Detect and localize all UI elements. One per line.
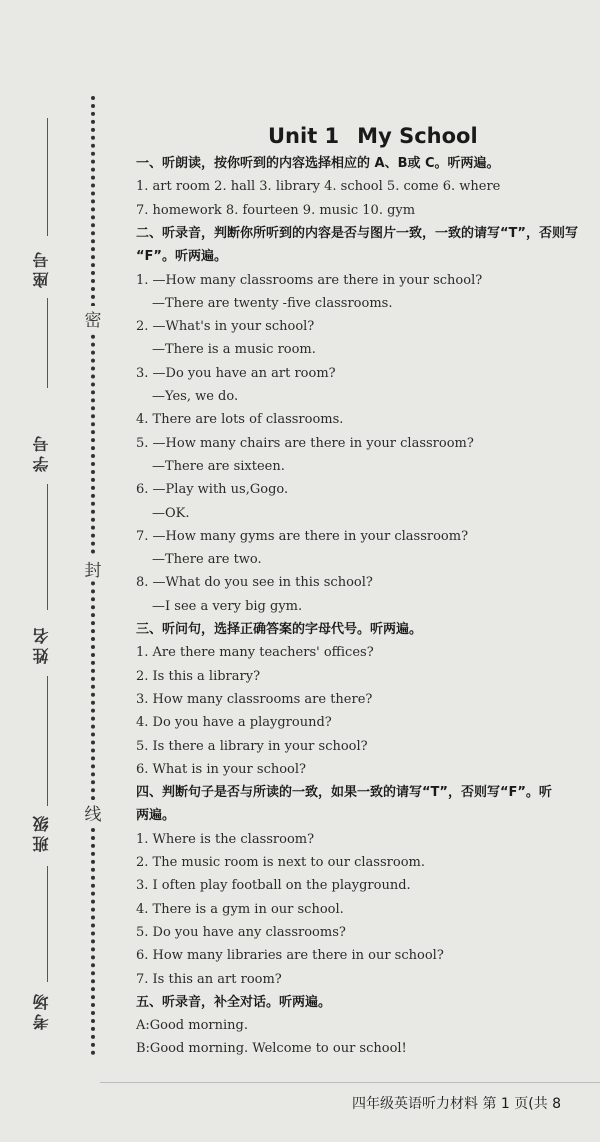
seal-char-xian: 线 (82, 800, 104, 825)
content-line: —OK. (152, 505, 190, 521)
section-heading: 一、听朗读，按你听到的内容选择相应的 A、B或 C。听两遍。 (136, 156, 500, 171)
content-line: 7. homework 8. fourteen 9. music 10. gym (136, 202, 416, 218)
content-line: —There are sixteen. (152, 458, 285, 474)
content-line: A:Good morning. (136, 1018, 248, 1034)
content-line: 7. Is this an art room? (136, 971, 282, 987)
content-line: 2. The music room is next to our classroom. (136, 855, 425, 870)
section-heading: 三、听问句，选择正确答案的字母代号。听两遍。 (136, 622, 423, 637)
content-line: 4. There are lots of classrooms. (136, 412, 344, 428)
content-line: 1. Are there many teachers' offices? (136, 645, 374, 661)
content-line: 2. —What's in your school? (136, 319, 315, 335)
page-footer: 四年级英语听力材料 第 1 页(共 8 (352, 1096, 562, 1112)
field-label-exam-room: 考场 (32, 990, 51, 1030)
content-line: 6. How many libraries are there in our school? (136, 948, 444, 964)
content-line: —There are two. (152, 552, 262, 568)
content-line: 7. —How many gyms are there in your classroom? (136, 528, 469, 544)
seal-char-feng: 封 (82, 556, 104, 581)
content-line: 1. —How many classrooms are there in your school? (136, 272, 483, 288)
page-title (268, 124, 478, 148)
unit-number: Unit 1 (268, 124, 340, 148)
content-line: 4. There is a gym in our school. (136, 901, 344, 917)
content-line: 5. Do you have any classrooms? (136, 924, 346, 940)
content-line: 5. Is there a library in your school? (136, 738, 368, 754)
field-label-seat: 座号 (32, 248, 51, 288)
section-heading: 两遍。 (136, 808, 176, 824)
content-line: 3. How many classrooms are there? (136, 691, 373, 707)
content-line: 6. What is in your school? (136, 761, 306, 777)
content-line: 4. Do you have a playground? (136, 715, 332, 731)
content-line: B:Good morning. Welcome to our school! (136, 1041, 407, 1057)
section-heading: 二、听录音，判断你所听到的内容是否与图片一致，一致的请写“T”，否则写 (136, 225, 578, 241)
section-heading: “F”。听两遍。 (136, 249, 227, 265)
field-line-student-id (47, 484, 48, 610)
field-line-seat-2 (47, 298, 48, 388)
content-line: 6. —Play with us,Gogo. (136, 482, 289, 498)
content-line: 2. Is this a library? (136, 668, 261, 684)
section-heading: 五、听录音，补全对话。听两遍。 (136, 994, 332, 1010)
field-line-name (47, 676, 48, 806)
field-label-name: 姓名 (32, 624, 51, 664)
content-line: 1. art room 2. hall 3. library 4. school 5. come 6. where (136, 179, 501, 195)
field-line-class (47, 866, 48, 982)
seal-char-mi: 密 (82, 306, 104, 331)
content-line: 3. I often play football on the playground. (136, 878, 411, 894)
field-line-seat (47, 118, 48, 236)
content-line: —I see a very big gym. (152, 598, 303, 614)
content-line: —There are twenty -five classrooms. (152, 295, 393, 311)
footer-rule (100, 1082, 600, 1083)
field-label-class: 班级 (32, 812, 51, 852)
unit-name: My School (357, 124, 478, 148)
content-line: 5. —How many chairs are there in your classroom? (136, 435, 474, 451)
content-line: 3. —Do you have an art room? (136, 365, 336, 381)
content-line: —There is a music room. (152, 342, 316, 358)
binding-margin (0, 0, 100, 1142)
content-line: 1. Where is the classroom? (136, 831, 315, 847)
section-heading: 四、判断句子是否与所读的一致，如果一致的请写“T”，否则写“F”。听 (136, 785, 552, 801)
content-line: 8. —What do you see in this school? (136, 575, 373, 591)
field-label-student-id: 学号 (32, 432, 51, 472)
content-line: —Yes, we do. (152, 389, 239, 404)
